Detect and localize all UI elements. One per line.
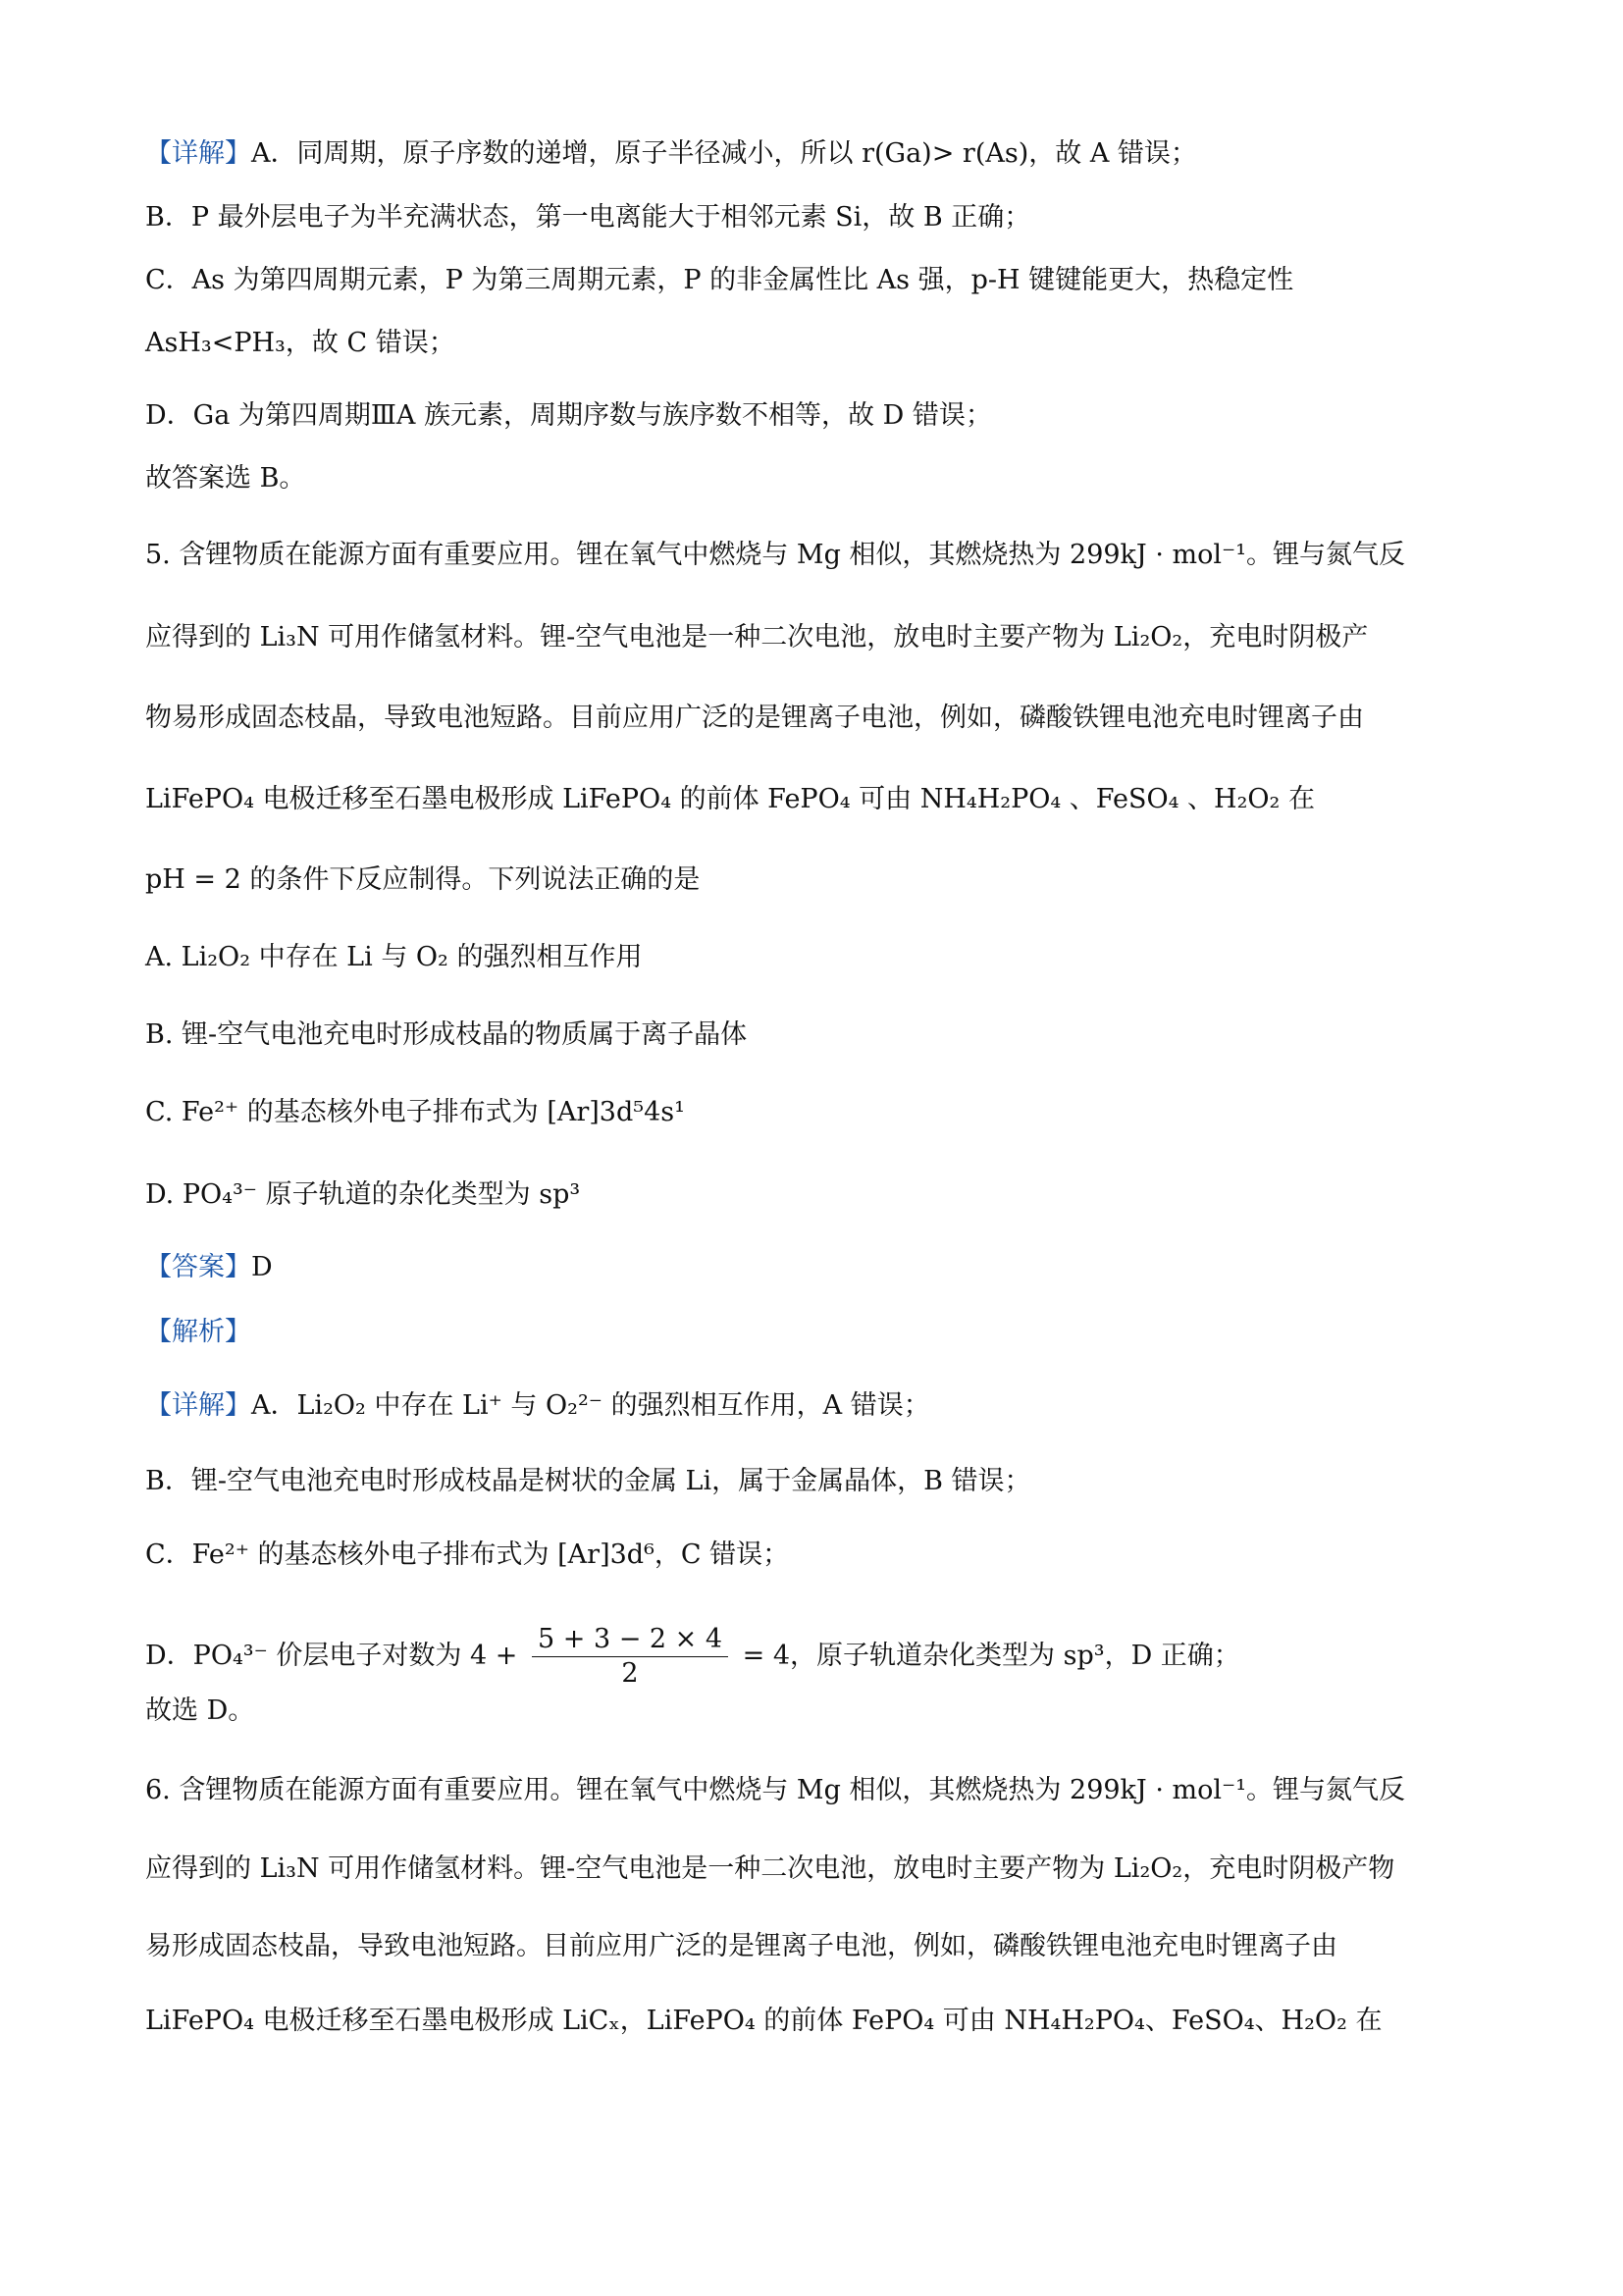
- question-5-line: 应得到的 Li₃N 可用作储氢材料。锂-空气电池是一种二次电池，放电时主要产物为 Li₂O₂，充电时阴极产: [145, 622, 1369, 652]
- text-line: 故选 D。: [145, 1696, 255, 1726]
- text-line: B．P 最外层电子为半充满状态，第一电离能大于相邻元素 Si，故 B 正确；: [145, 202, 1031, 233]
- question-5-line: 物易形成固态枝晶，导致电池短路。目前应用广泛的是锂离子电池，例如，磷酸铁锂电池充电时锂离子由: [145, 703, 1364, 733]
- formula-tail: = 4，原子轨道杂化类型为 sp³，D 正确；: [734, 1641, 1240, 1671]
- text-line: C．Fe²⁺ 的基态核外电子排布式为 [Ar]3d⁶，C 错误；: [145, 1539, 790, 1570]
- answer-line: [145, 1248, 273, 1287]
- analysis-line: [145, 1313, 251, 1352]
- text-line: [145, 1386, 930, 1426]
- option-d: D. PO₄³⁻ 原子轨道的杂化类型为 sp³: [145, 1179, 581, 1210]
- text-line: D．Ga 为第四周期ⅢA 族元素，周期序数与族序数不相等，故 D 错误；: [145, 400, 992, 431]
- formula-lead: D．PO₄³⁻ 价层电子对数为 4 +: [145, 1641, 526, 1671]
- answer-tag: 【答案】: [145, 1252, 251, 1282]
- text-line: 故答案选 B。: [145, 463, 306, 494]
- line-text: A．同周期，原子序数的递增，原子半径减小，所以 r(Ga)> r(As)，故 A 错误；: [251, 138, 1197, 169]
- question-5-line: pH = 2 的条件下反应制得。下列说法正确的是: [145, 864, 701, 895]
- text-line: AsH₃<PH₃，故 C 错误；: [145, 328, 455, 358]
- question-6-line: 易形成固态枝晶，导致电池短路。目前应用广泛的是锂离子电池，例如，磷酸铁锂电池充电时锂离子由: [145, 1931, 1337, 1961]
- line-text: A．Li₂O₂ 中存在 Li⁺ 与 O₂²⁻ 的强烈相互作用，A 错误；: [251, 1390, 930, 1421]
- section-tag: 【详解】: [145, 138, 251, 169]
- question-6-line: 6. 含锂物质在能源方面有重要应用。锂在氧气中燃烧与 Mg 相似，其燃烧热为 299kJ · mol⁻¹。锂与氮气反: [145, 1775, 1406, 1805]
- question-5-line: 5. 含锂物质在能源方面有重要应用。锂在氧气中燃烧与 Mg 相似，其燃烧热为 299kJ · mol⁻¹。锂与氮气反: [145, 540, 1406, 570]
- text-line: [145, 134, 1197, 174]
- option-b: B. 锂-空气电池充电时形成枝晶的物质属于离子晶体: [145, 1019, 748, 1050]
- text-line: C．As 为第四周期元素，P 为第三周期元素，P 的非金属性比 As 强，p-H 键键能更大，热稳定性: [145, 265, 1294, 295]
- question-6-line: LiFePO₄ 电极迁移至石墨电极形成 LiCₓ，LiFePO₄ 的前体 FePO₄ 可由 NH₄H₂PO₄、FeSO₄、H₂O₂ 在: [145, 2006, 1383, 2036]
- question-5-line: LiFePO₄ 电极迁移至石墨电极形成 LiFePO₄ 的前体 FePO₄ 可由 NH₄H₂PO₄ 、FeSO₄ 、H₂O₂ 在: [145, 784, 1315, 814]
- section-tag: 【详解】: [145, 1390, 251, 1421]
- text-line: B．锂-空气电池充电时形成枝晶是树状的金属 Li，属于金属晶体，B 错误；: [145, 1466, 1031, 1496]
- fraction: [532, 1623, 728, 1691]
- formula-line: [145, 1619, 1240, 1694]
- answer-value: D: [251, 1252, 273, 1282]
- option-a: A. Li₂O₂ 中存在 Li 与 O₂ 的强烈相互作用: [145, 942, 643, 972]
- fraction-numerator: 5 + 3 − 2 × 4: [532, 1623, 728, 1657]
- fraction-denominator: 2: [621, 1658, 639, 1689]
- analysis-tag: 【解析】: [145, 1317, 251, 1347]
- document-page: [145, 0, 1499, 2296]
- question-6-line: 应得到的 Li₃N 可用作储氢材料。锂-空气电池是一种二次电池，放电时主要产物为 Li₂O₂，充电时阴极产物: [145, 1853, 1395, 1884]
- option-c: C. Fe²⁺ 的基态核外电子排布式为 [Ar]3d⁵4s¹: [145, 1097, 685, 1127]
